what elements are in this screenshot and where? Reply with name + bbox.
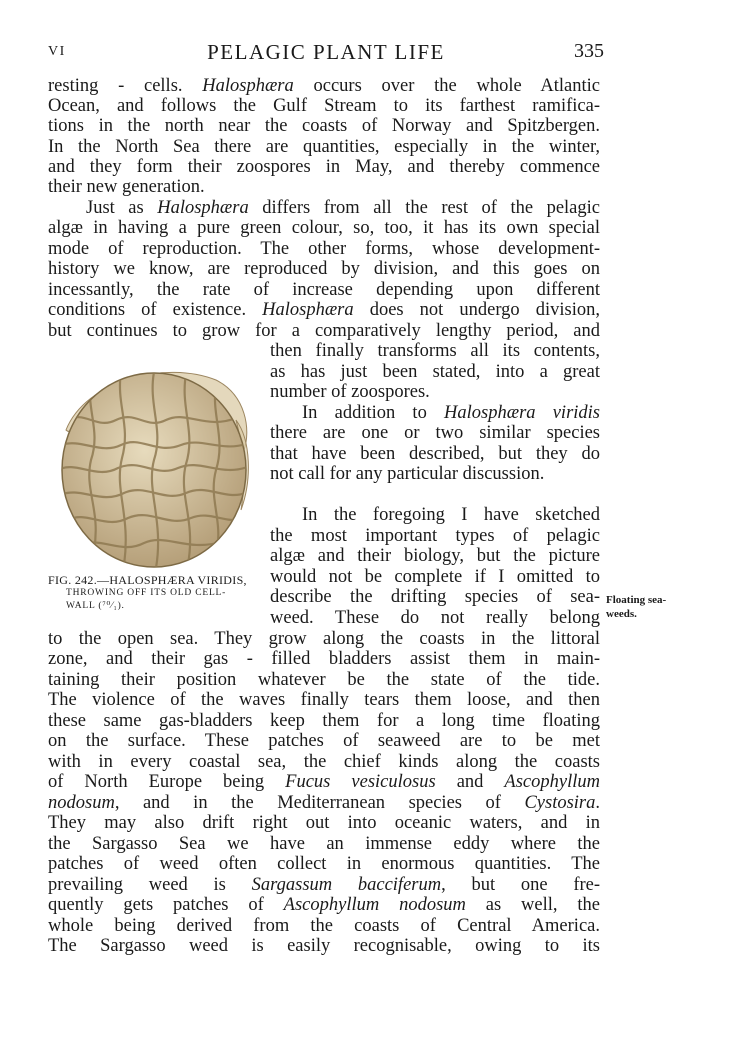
text-line: quently gets patches of Ascophyllum nodosum as well, the xyxy=(48,895,600,915)
italic-term: Sargassum bacciferum xyxy=(251,875,442,895)
cell-drawing xyxy=(46,360,256,572)
margin-note: Floating sea-weeds. xyxy=(606,594,667,620)
italic-term: Cystosira xyxy=(524,793,596,813)
text-line: taining their position whatever be the state of the tide. xyxy=(48,670,600,690)
text-line: that have been described, but they do xyxy=(270,444,600,464)
text-line: to the open sea. They grow along the coasts in the littoral xyxy=(48,629,600,649)
text-line: The Sargasso weed is easily recognisable, owing to its xyxy=(48,936,600,956)
running-header xyxy=(48,40,604,68)
text-line: but continues to grow for a comparatively lengthy period, and xyxy=(48,321,600,341)
figure-caption xyxy=(48,574,263,613)
text-line: mode of reproduction. The other forms, whose development- xyxy=(48,239,600,259)
text-line: these same gas-bladders keep them for a long time floating xyxy=(48,711,600,731)
text-line: algæ in having a pure green colour, so, too, it has its own special xyxy=(48,218,600,238)
text-line: In the North Sea there are quantities, especially in the winter, xyxy=(48,137,600,157)
text-line: incessantly, the rate of increase depending upon different xyxy=(48,280,600,300)
text-line: whole being derived from the coasts of Central America. xyxy=(48,916,600,936)
text-line: would not be complete if I omitted to xyxy=(270,567,600,587)
text-line: zone, and their gas - filled bladders assist them in main- xyxy=(48,649,600,669)
text-line: there are one or two similar species xyxy=(270,423,600,443)
italic-term: nodosum xyxy=(48,793,115,813)
text-line: on the surface. These patches of seaweed are to be met xyxy=(48,731,600,751)
italic-term: Ascophyllum nodosum xyxy=(283,895,466,915)
caption-line: WALL (⁷⁰⁄₁). xyxy=(66,601,125,611)
italic-term: Halosphæra viridis xyxy=(444,403,600,423)
text-line: and they form their zoospores in May, and thereby commence xyxy=(48,157,600,177)
text-line: nodosum, and in the Mediterranean species of Cystosira. xyxy=(48,793,600,813)
text-line: Just as Halosphæra differs from all the rest of the pelagic xyxy=(86,198,600,218)
text-line: They may also drift right out into oceanic waters, and in xyxy=(48,813,600,833)
text-line: the most important types of pelagic xyxy=(270,526,600,546)
chapter-number: VI xyxy=(48,44,66,59)
halosphaera-illustration xyxy=(46,360,256,572)
text-line: number of zoospores. xyxy=(270,382,430,402)
text-line: patches of weed often collect in enormous quantities. The xyxy=(48,854,600,874)
text-line: In the foregoing I have sketched xyxy=(302,505,600,525)
text-line: describe the drifting species of sea- xyxy=(270,587,600,607)
text-line: of North Europe being Fucus vesiculosus and Ascophyllum xyxy=(48,772,600,792)
text-line: as has just been stated, into a great xyxy=(270,362,600,382)
text-line: weed. These do not really belong xyxy=(270,608,600,628)
text-line: prevailing weed is Sargassum bacciferum, but one fre- xyxy=(48,875,601,895)
text-line: their new generation. xyxy=(48,177,205,197)
caption-title: FIG. 242.—HALOSPHÆRA VIRIDIS, xyxy=(48,573,247,587)
page-number: 335 xyxy=(574,40,604,62)
caption-line: THROWING OFF ITS OLD CELL- xyxy=(66,588,227,598)
text-line: with in every coastal sea, the chief kinds along the coasts xyxy=(48,752,600,772)
text-line: resting - cells. Halosphæra occurs over the whole Atlantic xyxy=(48,76,600,96)
text-line: In addition to Halosphæra viridis xyxy=(302,403,600,423)
text-line: then finally transforms all its contents, xyxy=(270,341,600,361)
italic-term: Halosphæra xyxy=(202,76,294,96)
text-line: not call for any particular discussion. xyxy=(270,464,545,484)
text-line: the Sargasso Sea we have an immense eddy where the xyxy=(48,834,600,854)
text-line: conditions of existence. Halosphæra does not undergo division, xyxy=(48,300,600,320)
running-title: PELAGIC PLANT LIFE xyxy=(207,40,445,64)
text-line: history we know, are reproduced by division, and this goes on xyxy=(48,259,600,279)
italic-term: Halosphæra xyxy=(262,300,354,320)
italic-term: Halosphæra xyxy=(157,198,249,218)
text-line: tions in the north near the coasts of Norway and Spitzbergen. xyxy=(48,116,600,136)
italic-term: Ascophyllum xyxy=(504,772,600,792)
text-line: The violence of the waves finally tears them loose, and then xyxy=(48,690,600,710)
text-line: algæ and their biology, but the picture xyxy=(270,546,600,566)
text-line: Ocean, and follows the Gulf Stream to its farthest ramifica- xyxy=(48,96,600,116)
italic-term: Fucus vesiculosus xyxy=(285,772,436,792)
